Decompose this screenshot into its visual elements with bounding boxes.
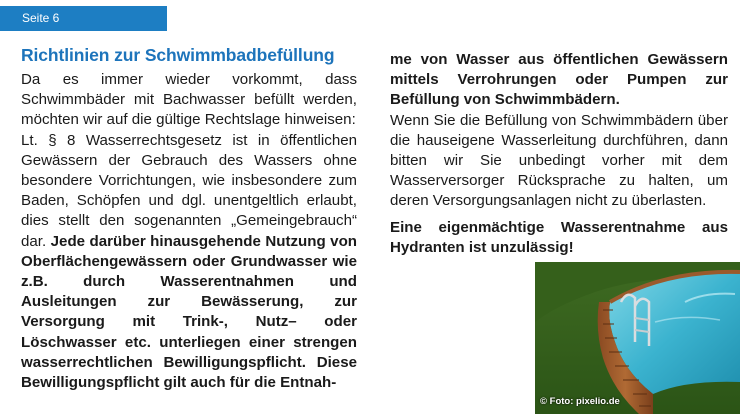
- pool-photo: [535, 262, 740, 414]
- law-text: Lt. § 8 Wasserrechtsgesetz ist in öffentlichen Gewässern der Gebrauch des Wassers ohne besondere Vorrichtungen, wie insbesondere zum Baden, Schöpfen und dgl. unentgeltlich erlaubt, dies stellt den sogenannten „Gemeingebrauch“ dar.: [21, 131, 357, 250]
- photo-credit: © Foto: pixelio.de: [540, 396, 620, 407]
- article-heading: Richtlinien zur Schwimmbadbefüllung: [21, 45, 335, 65]
- law-bold-text: Jede darüber hinausgehende Nutzung von Oberflächengewässern oder Grundwasser wie z.B. durch Wasserentnahmen und Ausleitungen zur Bewässerung, zur Versorgung mit Trink-, Nutz– oder Löschwasser etc. unterliegen einer strengen wasserrechtlichen Bewilligungspflicht. Diese Bewilligungspflicht gilt auch für die Entnah-: [21, 232, 358, 392]
- advice-paragraph: Wenn Sie die Befüllung von Schwimmbädern über die hauseigene Wasserleitung durchführen, dann bitten wir Sie unbedingt vorher mit dem Wasserversorger Rücksprache zu halten, um deren Versorgungsanlagen nicht zu überlasten.: [390, 111, 728, 210]
- continuation-paragraph: me von Wasser aus öffentlichen Gewässern mittels Verrohrungen oder Pumpen zur Befüllung von Schwimmbädern.: [390, 51, 728, 109]
- warning-paragraph: Eine eigenmächtige Wasserentnahme aus Hydranten ist unzulässig!: [390, 218, 728, 256]
- page-label: Seite 6: [22, 11, 60, 25]
- pool-illustration: [535, 262, 740, 414]
- left-column: [21, 44, 357, 393]
- intro-paragraph: Da es immer wieder vorkommt, dass Schwimmbäder mit Bachwasser befüllt werden, möchten wir auf die gültige Rechtslage hinweisen:: [21, 71, 357, 129]
- right-column: [390, 50, 728, 258]
- law-paragraph: [21, 131, 357, 394]
- page-label-tab: [0, 6, 167, 31]
